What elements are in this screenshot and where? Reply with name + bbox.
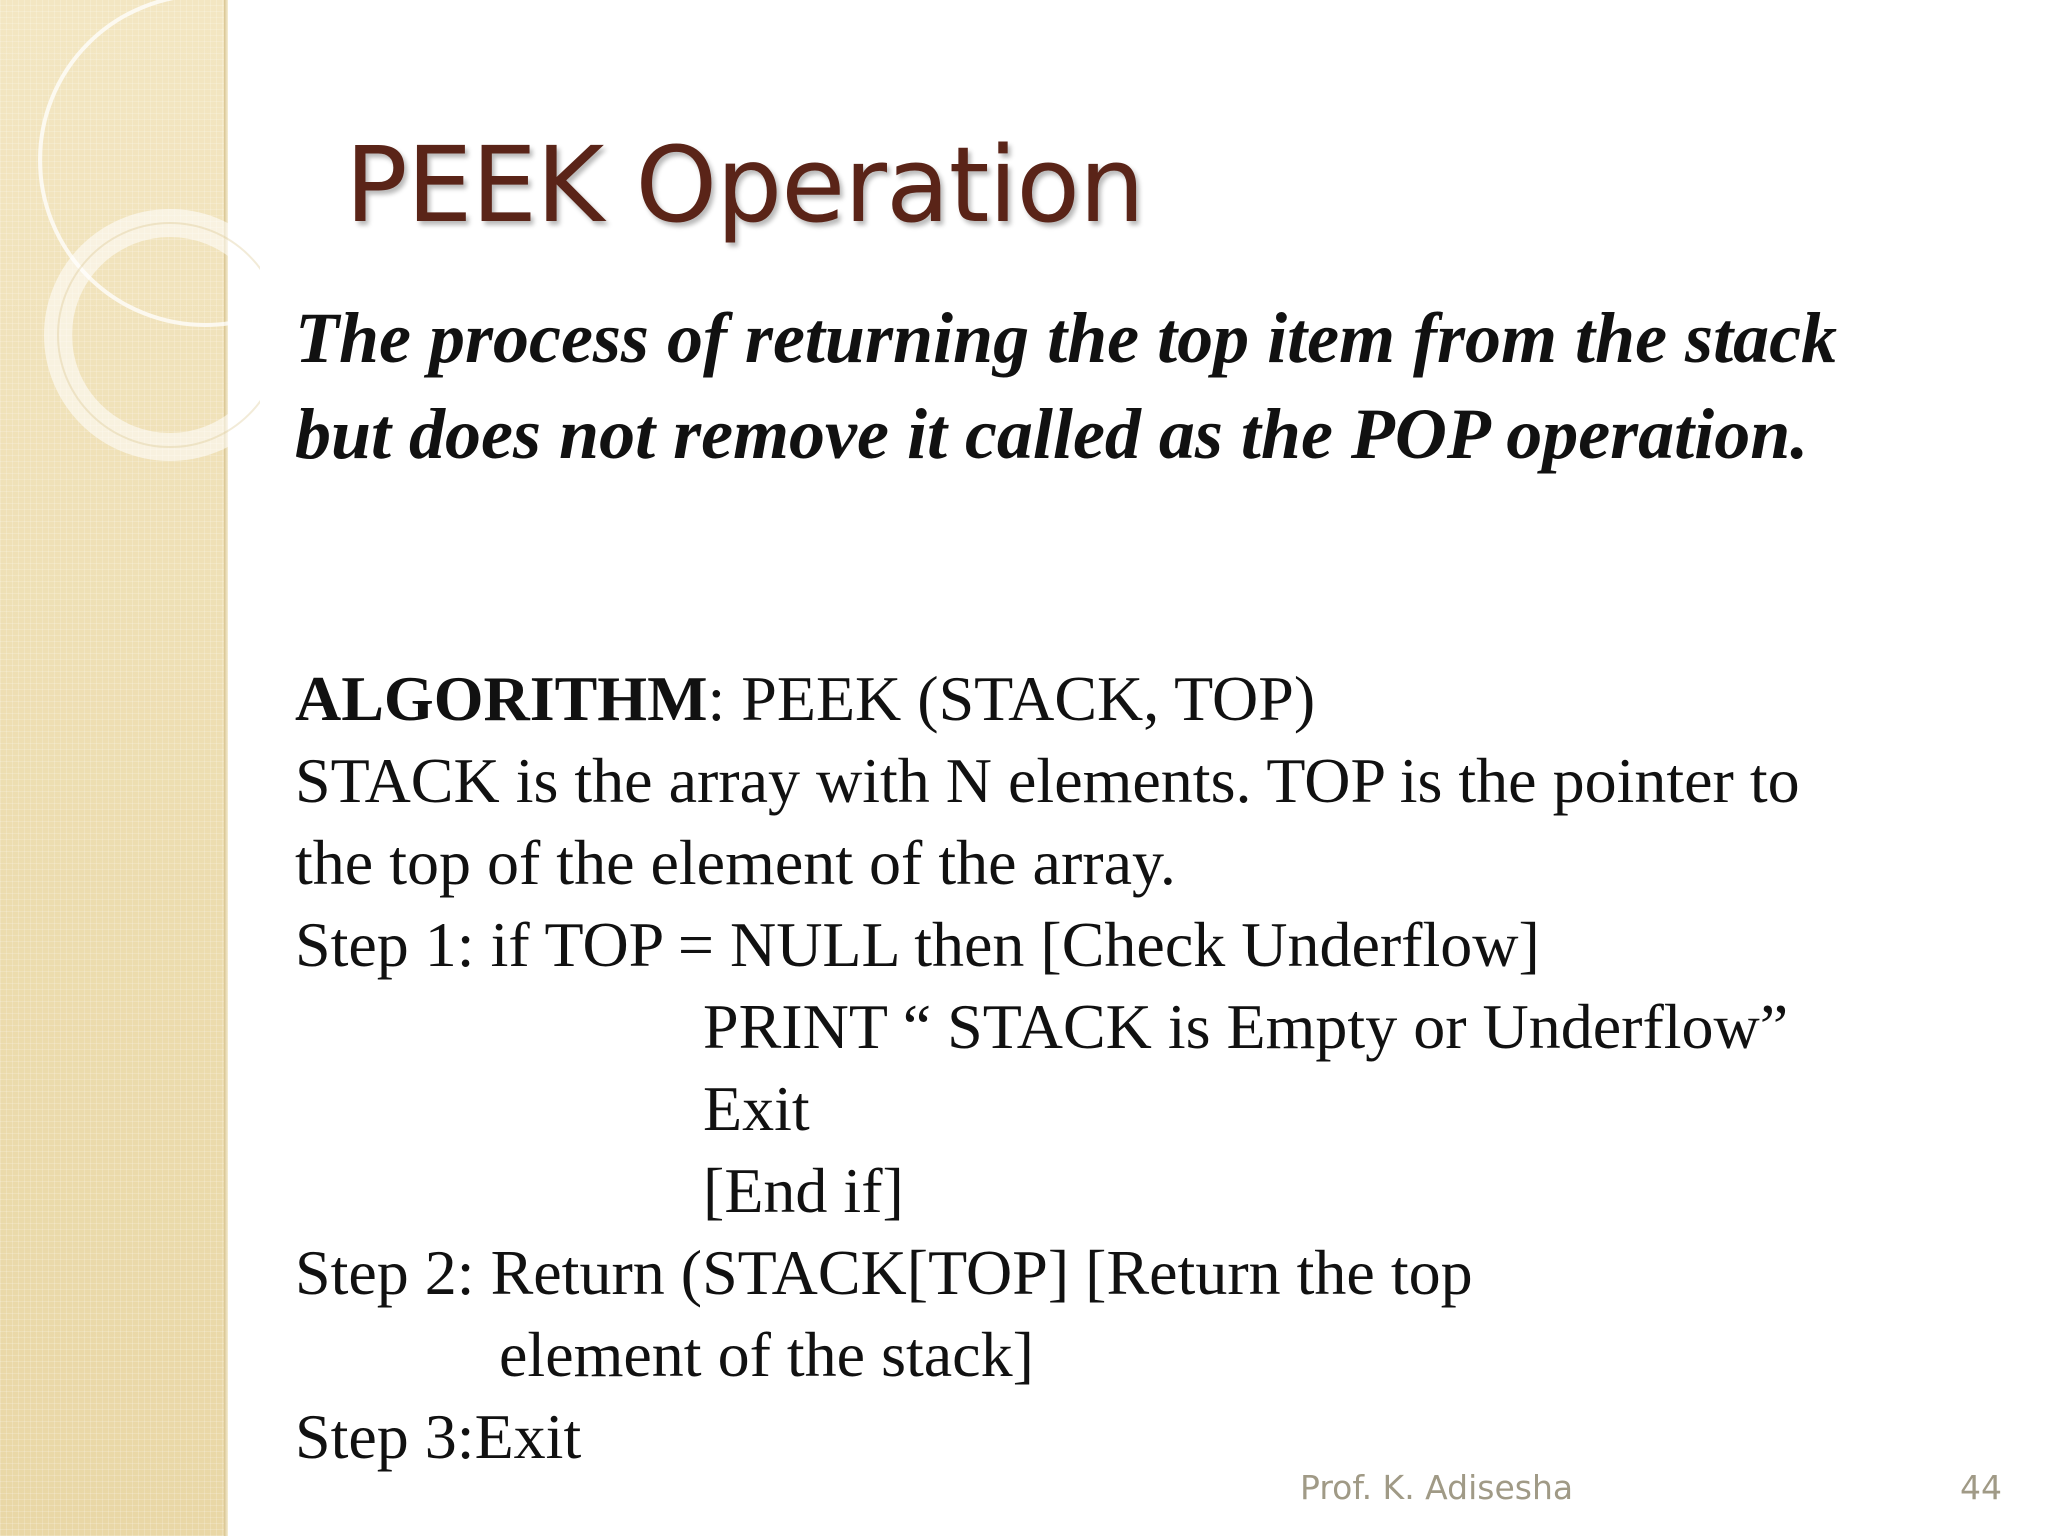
step-1-exit: Exit [703, 1073, 810, 1144]
algorithm-block [295, 658, 1995, 1478]
slide-title: PEEK Operation [345, 124, 1144, 246]
page-number: 44 [1960, 1468, 2002, 1507]
algorithm-signature: : PEEK (STACK, TOP) [707, 663, 1316, 734]
algorithm-description-line: STACK is the array with N elements. TOP is the pointer to [295, 745, 1800, 816]
algorithm-label: ALGORITHM [295, 663, 708, 734]
step-1-endif: [End if] [703, 1155, 904, 1226]
step-2: Step 2: Return (STACK[TOP] [Return the top [295, 1237, 1473, 1308]
algorithm-description-line: the top of the element of the array. [295, 827, 1176, 898]
definition-text: The process of returning the top item from the stack but does not remove it called as the POP operation. [295, 298, 1838, 474]
step-2-continuation: element of the stack] [499, 1319, 1034, 1390]
footer-author: Prof. K. Adisesha [1300, 1468, 1574, 1507]
decorative-rings-icon [0, 0, 260, 520]
algorithm-heading [295, 658, 1995, 740]
step-1: Step 1: if TOP = NULL then [Check Underflow] [295, 909, 1540, 980]
step-1-print: PRINT “ STACK is Empty or Underflow” [703, 991, 1789, 1062]
step-3: Step 3:Exit [295, 1401, 582, 1472]
